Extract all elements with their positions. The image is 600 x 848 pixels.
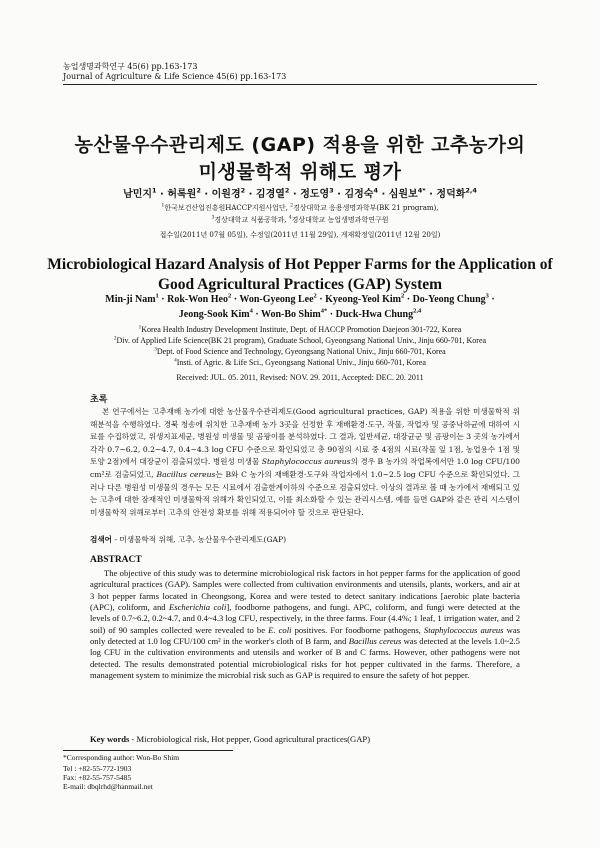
korean-keywords: 검색어 - 미생물학적 위해, 고추, 농산물우수관리제도(GAP) bbox=[90, 535, 287, 544]
korean-abstract-heading: 초록 bbox=[90, 395, 108, 405]
english-affiliation: $^3$Dept. of Food Science and Technology, Gyeongsang National Univ., Jinju 660-701, Korea bbox=[154, 346, 446, 356]
korean-title-line2: 미생물학적 위해도 평가 bbox=[198, 161, 402, 183]
english-authors-line1: Min-ji Nam$^1$ · Rok-Won Heo$^2$ · Won-Gyeong Lee$^2$ · Kyeong-Yeol Kim$^2$ · Do-Yeong Chung$^3$ · bbox=[105, 292, 495, 305]
english-authors-line2: Jeong-Sook Kim$^4$ · Won-Bo Shim$^{4*}$ · Duck-Hwa Chung$^{2,4}$ bbox=[178, 307, 422, 320]
journal-header-ko: 농업생명과학연구 45(6) pp.163-173 bbox=[63, 62, 198, 71]
korean-affiliation-1: $^1$한국보건산업진흥원HACCP지원사업단, $^2$경상대학교 응용생명과학부(BK 21 program), bbox=[161, 203, 439, 212]
footnote-fax: Fax: +82-55-757-5485 bbox=[63, 773, 132, 782]
footnote-tel: Tel : +82-55-772-1903 bbox=[63, 764, 132, 773]
journal-header-en: Journal of Agriculture & Life Science 45(6) pp.163-173 bbox=[63, 72, 287, 81]
author-ko: 이원경 bbox=[211, 189, 241, 200]
author-ko: 허록원 bbox=[167, 189, 197, 200]
author-ko: 정도영 bbox=[300, 189, 330, 200]
author-ko: 김정숙 bbox=[344, 189, 374, 200]
english-abstract-heading: ABSTRACT bbox=[90, 555, 142, 565]
english-affiliation: $^2$Div. of Applied Life Science(BK 21 program), Graduate School, Gyeongsang National Univ., Jinju 660-701, Korea bbox=[113, 335, 487, 345]
korean-affiliation-2: $^3$경상대학교 식품공학과, $^4$경상대학교 농업생명과학연구원 bbox=[211, 215, 389, 224]
corresponding-author: *Corresponding author: Won-Bo Shim bbox=[63, 753, 180, 762]
korean-title-line1: 농산물우수관리제도 (GAP) 적용을 위한 고추농가의 bbox=[74, 134, 526, 156]
author-ko: 심원보 bbox=[388, 189, 418, 200]
author-ko: 김경열 bbox=[255, 189, 285, 200]
english-affiliation: $^1$Korea Health Industry Development Institute, Dept. of HACCP Promotion Daejeon 301-722, Korea bbox=[138, 324, 462, 334]
korean-abstract-body: 본 연구에서는 고추재배 농가에 대한 농산물우수관리제도(Good agricultural practices, GAP) 적용을 위한 미생물학적 위해분석을 수행하였다. 경북 청송에 위치한 고추재배 농가 3곳을 선정한 후 재배환경·도구, 작물, 작업자 및 공중낙하균에 대하여 시료를 수집하였고, 위생지표세균, 병원성 미생물 및 곰팡이를 분석하였다. 그 결과, 일반세균, 대장균군 및 곰팡이는 3 곳의 농가에서 각각 0.7~6.2, 0.2~4.7, 0.4~4.3 log CFU 수준으로 확인되었고 총 90점의 시료 중 4점의 시료(작물 잎 1점, 농업용수 1점 및 토양 2점)에서 대장균이 검출되었다. 병원성 미생물 Staphylococcus aureus의 경우 B 농가의 작업복에서만 1.0 log CFU/100 cm²로 검출되었고, Bacillus cereus는 B와 C 농가의 재배환경·도구와 작업자에서 1.0~2.5 log CFU 수준으로 확인되었다. 그러나 다른 병원성 미생물의 경우는 모든 시료에서 검출한계이하의 수준으로 검출되었다. 이상의 결과로 볼 때 농가에서 재배되고 있는 고추에 대한 잠재적인 미생물학적 위해가 확인되었고, 이를 최소화할 수 있는 관리시스템, 예를 들면 GAP와 같은 관리 시스템이 미생물학적 위해로부터 고추의 안전성 확보를 위해 적용되어야 할 것으로 판단된다. bbox=[90, 407, 520, 517]
korean-dates: 접수일(2011년 07월 05일), 수정일(2011년 11월 29일), 게재확정일(2011년 12월 20일) bbox=[159, 231, 441, 239]
english-abstract-body: The objective of this study was to determine microbiological risk factors in hot pepper farms for the application of good agricultural practices (GAP). Samples were collected from cultivation environments and utensils, plants, workers, and air at 3 hot pepper farms located in Cheongsong, Korea and were tested to detect sanitary indications [aerobic plate bacteria (APC), coliform, and Escherichia coli], foodborne pathogens, and fungi. APC, coliform, and fungi were detected at the levels of 0.7~6.2, 0.2~4.7, and 0.4~4.3 log CFU, respectively, in the three farms. Four (4.4%; 1 leaf, 1 irrigation water, and 2 soil) of 90 samples collected were revealed to be E. coli positives. For foodborne pathogens, Staphylococcus aureus was only detected at 1.0 log CFU/100 cm² in the worker's cloth of B farm, and Bacillus cereus was detected at the levels 1.0~2.5 log CFU in the cultivation environments and utensils and worker of B and C farms. However, other pathogens were not detected. The results demonstrated potential microbiological risks for hot pepper cultivated in the farms. Therefore, a management system to minimize the microbial risk such as GAP is required to ensure the safety of hot pepper. bbox=[90, 568, 520, 681]
header-rule bbox=[63, 84, 537, 85]
korean-authors: 남민지$^1$ · 허록원$^2$ · 이원경$^2$ · 김경열$^2$ · 정도영$^3$ · 김정숙$^4$ · 심원보$^{4*}$ · 정덕화$^{2,4}$ bbox=[123, 186, 477, 200]
english-title-line2: Good Agricultural Practices (GAP) System bbox=[157, 276, 443, 293]
footnote-rule bbox=[63, 750, 233, 751]
received-dates: Received: JUL. 05. 2011, Revised: NOV. 29. 2011, Accepted: DEC. 20. 2011 bbox=[176, 373, 424, 382]
footnote-email: E-mail: dbqlrhd@hanmail.net bbox=[63, 782, 153, 791]
author-ko: 남민지 bbox=[123, 189, 153, 200]
english-title-line1: Microbiological Hazard Analysis of Hot Pepper Farms for the Application of bbox=[47, 256, 553, 273]
english-keywords: Key words - Microbiological risk, Hot pepper, Good agricultural practices(GAP) bbox=[90, 734, 371, 744]
author-ko: 정덕화 bbox=[436, 189, 466, 200]
english-affiliation: $^4$Insti. of Agric. & Life Sci., Gyeongsang National Univ., Jinju 660-701, Korea bbox=[174, 357, 426, 367]
